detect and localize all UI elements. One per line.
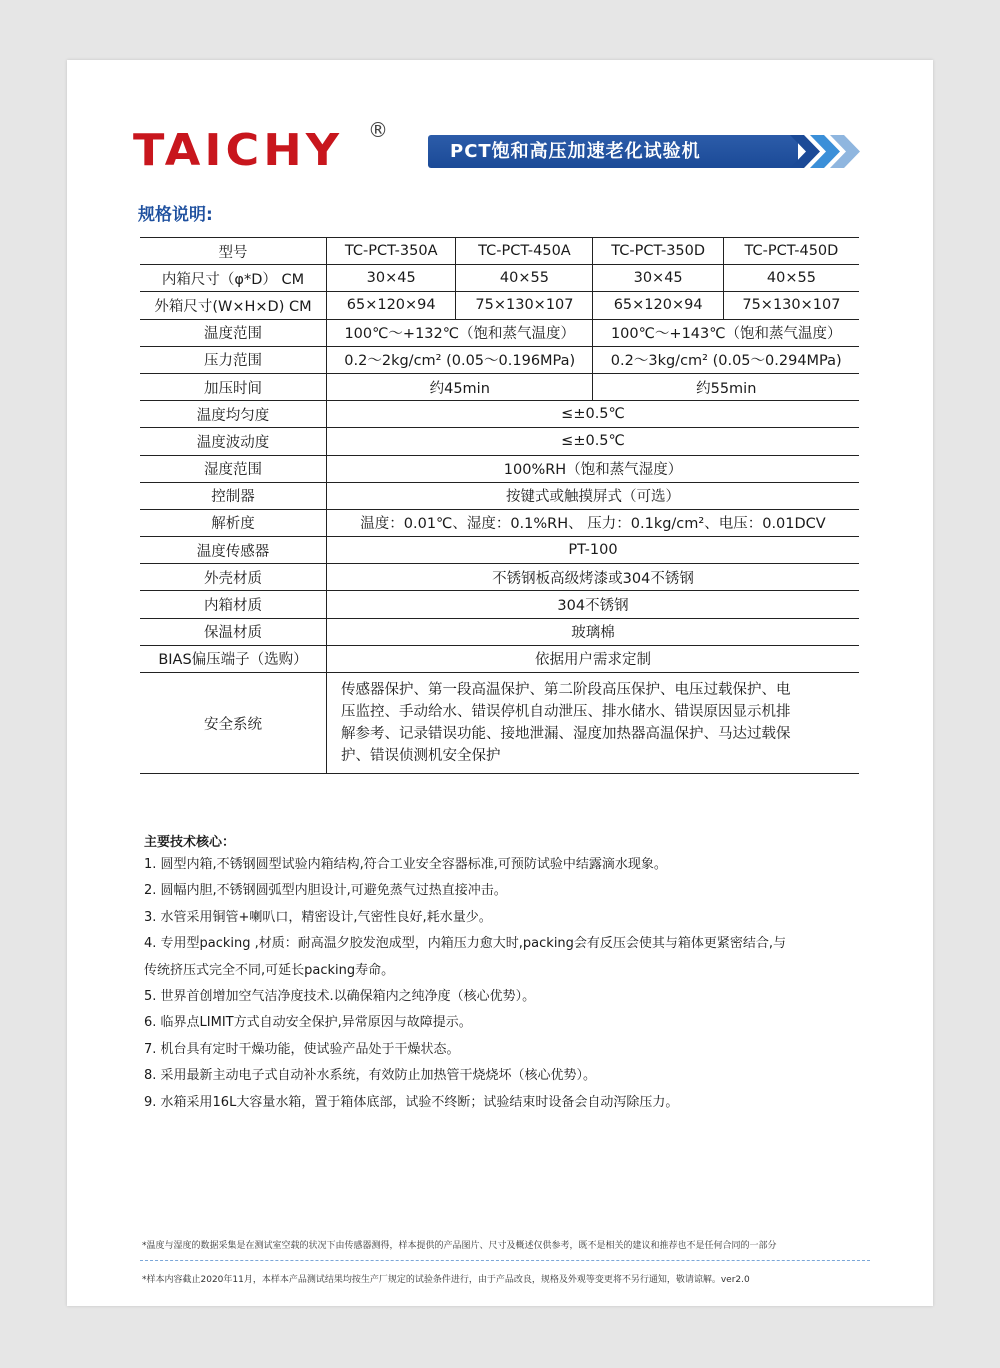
table-cell: 75×130×107 <box>456 292 593 319</box>
chevron-arrows-icon <box>790 135 860 168</box>
table-cell: 75×130×107 <box>723 292 859 319</box>
table-row <box>140 455 859 482</box>
table-cell: 40×55 <box>456 265 593 292</box>
table-cell: ≤±0.5℃ <box>327 428 860 455</box>
safety-line: 压监控、手动给水、错误停机自动泄压、排水储水、错误原因显示机排 <box>341 704 791 720</box>
list-item: 4. 专用型packing ,材质：耐高温夕胶发泡成型，内箱压力愈大时,packing会有反压会使其与箱体更紧密结合,与 <box>144 936 787 952</box>
table-row <box>140 428 859 455</box>
table-cell: PT-100 <box>327 537 860 564</box>
table-cell: 外箱尺寸(W×H×D) CM <box>140 292 327 319</box>
table-cell: 65×120×94 <box>593 292 723 319</box>
table-cell: 内箱尺寸（φ*D） CM <box>140 265 327 292</box>
table-cell: TC-PCT-350D <box>593 238 723 265</box>
table-row <box>140 509 859 536</box>
table-row <box>140 564 859 591</box>
table-row <box>140 265 859 292</box>
table-row <box>140 482 859 509</box>
table-cell: 安全系统 <box>140 673 327 774</box>
footnote-disclaimer: *温度与湿度的数据采集是在测试室空载的状况下由传感器测得，样本提供的产品图片、尺寸及概述仅供参考，既不是相关的建议和推荐也不是任何合同的一部分 <box>142 1241 777 1251</box>
table-cell: 玻璃棉 <box>327 618 860 645</box>
list-item: 9. 水箱采用16L大容量水箱，置于箱体底部，试验不终断；试验结束时设备会自动泻除压力。 <box>144 1094 679 1110</box>
list-item: 1. 圆型内箱,不锈钢圆型试验内箱结构,符合工业安全容器标准,可预防试验中结露滴水现象。 <box>144 857 667 872</box>
footnote-version: *样本内容截止2020年11月，本样本产品测试结果均按生产厂规定的试验条件进行，由于产品改良，规格及外观等变更将不另行通知，敬请谅解。ver2.0 <box>142 1275 750 1285</box>
table-row <box>140 346 859 373</box>
table-row <box>140 591 859 618</box>
table-cell: 外壳材质 <box>140 564 327 591</box>
table-cell: 100℃～+143℃（饱和蒸气温度） <box>593 319 859 346</box>
table-cell: 解析度 <box>140 509 327 536</box>
table-cell: 温度均匀度 <box>140 401 327 428</box>
table-cell: ≤±0.5℃ <box>327 401 860 428</box>
table-cell: 30×45 <box>593 265 723 292</box>
spec-table <box>140 237 859 774</box>
table-cell: TC-PCT-350A <box>327 238 456 265</box>
table-cell: TC-PCT-450D <box>723 238 859 265</box>
table-cell: 加压时间 <box>140 373 327 400</box>
table-cell: 依据用户需求定制 <box>327 645 860 672</box>
table-cell: 温度范围 <box>140 319 327 346</box>
table-cell: 约45min <box>327 373 593 400</box>
table-cell: 0.2～2kg/cm² (0.05～0.196MPa) <box>327 346 593 373</box>
table-cell: 按键式或触摸屏式（可选） <box>327 482 860 509</box>
table-cell: TC-PCT-450A <box>456 238 593 265</box>
list-item: 6. 临界点LIMIT方式自动安全保护,异常原因与故障提示。 <box>144 1015 472 1031</box>
table-row <box>140 373 859 400</box>
table-cell: 型号 <box>140 238 327 265</box>
table-row <box>140 292 859 319</box>
table-cell: 温度传感器 <box>140 537 327 564</box>
table-cell: BIAS偏压端子（选购） <box>140 645 327 672</box>
list-item: 传统挤压式完全不同,可延长packing寿命。 <box>144 962 395 978</box>
product-banner <box>428 135 808 168</box>
dashed-divider <box>140 1260 870 1261</box>
table-row <box>140 618 859 645</box>
registered-mark: ® <box>368 118 388 142</box>
table-cell: 40×55 <box>723 265 859 292</box>
table-cell: 保温材质 <box>140 618 327 645</box>
table-cell: 湿度范围 <box>140 455 327 482</box>
list-item: 2. 圆幅内胆,不锈钢圆弧型内胆设计,可避免蒸气过热直接冲击。 <box>144 883 507 899</box>
product-title: PCT饱和高压加速老化试验机 <box>450 141 701 162</box>
safety-system-cell <box>327 673 860 774</box>
table-cell: 温度波动度 <box>140 428 327 455</box>
table-cell: 控制器 <box>140 482 327 509</box>
table-cell: 100%RH（饱和蒸气湿度） <box>327 455 860 482</box>
table-cell: 压力范围 <box>140 346 327 373</box>
brand-logo: TAICHY <box>133 124 344 176</box>
section-title: 规格说明: <box>138 205 213 225</box>
table-cell: 0.2～3kg/cm² (0.05～0.294MPa) <box>593 346 859 373</box>
table-cell: 304不锈钢 <box>327 591 860 618</box>
table-row <box>140 645 859 672</box>
table-cell: 温度：0.01℃、湿度：0.1%RH、 压力：0.1kg/cm²、电压：0.01DCV <box>327 509 860 536</box>
table-row <box>140 537 859 564</box>
table-cell: 100℃～+132℃（饱和蒸气温度） <box>327 319 593 346</box>
tech-list <box>144 852 854 1116</box>
list-item: 7. 机台具有定时干燥功能，使试验产品处于干燥状态。 <box>144 1041 460 1057</box>
table-cell: 30×45 <box>327 265 456 292</box>
list-item: 5. 世界首创增加空气洁净度技术.以确保箱内之纯净度（核心优势）。 <box>144 989 536 1005</box>
safety-line: 解参考、记录错误功能、接地泄漏、湿度加热器高温保护、马达过载保 <box>341 726 791 742</box>
safety-line: 传感器保护、第一段高温保护、第二阶段高压保护、电压过载保护、电 <box>341 682 791 698</box>
table-row <box>140 319 859 346</box>
table-row <box>140 401 859 428</box>
table-cell: 不锈钢板高级烤漆或304不锈钢 <box>327 564 860 591</box>
list-item: 8. 采用最新主动电子式自动补水系统，有效防止加热管干烧烧坏（核心优势）。 <box>144 1068 597 1084</box>
tech-title: 主要技术核心： <box>144 835 236 850</box>
table-cell: 内箱材质 <box>140 591 327 618</box>
table-row <box>140 238 859 265</box>
table-row <box>140 673 859 774</box>
table-cell: 65×120×94 <box>327 292 456 319</box>
list-item: 3. 水管采用铜管+喇叭口，精密设计,气密性良好,耗水量少。 <box>144 909 492 925</box>
table-cell: 约55min <box>593 373 859 400</box>
safety-line: 护、错误侦测机安全保护 <box>341 748 501 764</box>
